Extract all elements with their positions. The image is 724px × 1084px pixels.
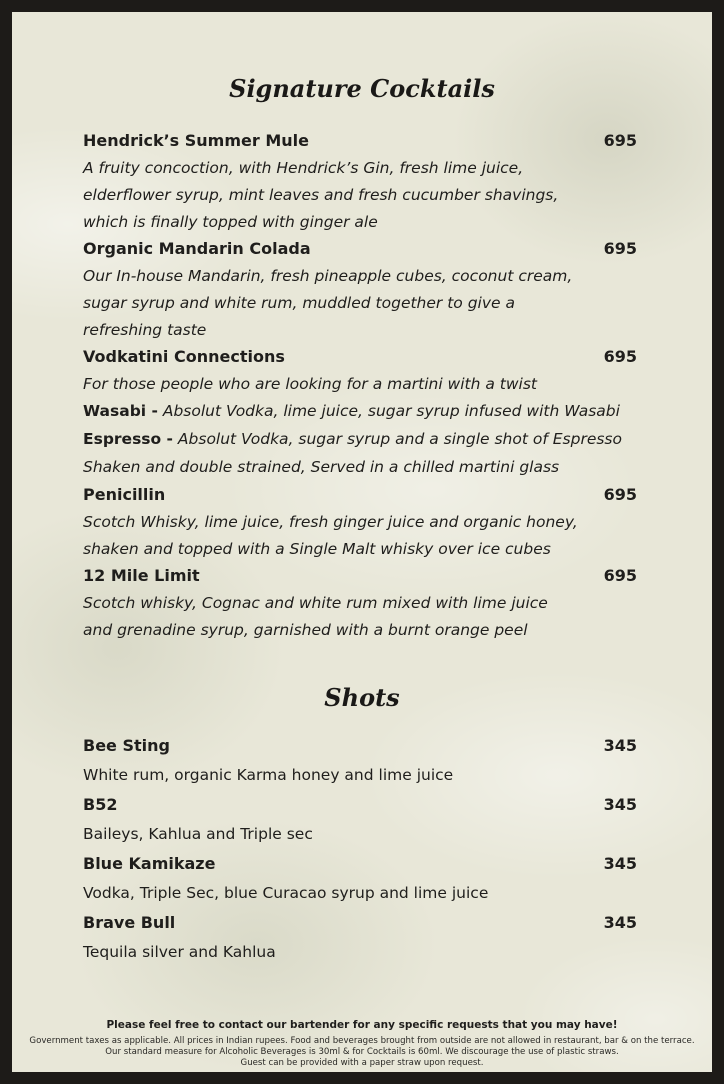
shot-name: Brave Bull: [83, 913, 176, 932]
item-name: Hendrick’s Summer Mule: [83, 131, 309, 150]
item-name: Vodkatini Connections: [83, 347, 285, 366]
item-description-line: elderflower syrup, mint leaves and fresh cucumber shavings,: [83, 186, 559, 204]
menu-page: [12, 12, 712, 1072]
item-description-line: refreshing taste: [83, 321, 207, 339]
footer-note-line: Our standard measure for Alcoholic Beverages is 30ml & for Cocktails is 60ml. We discourage the use of plastic straws.: [105, 1047, 619, 1057]
variant-text: Absolut Vodka, lime juice, sugar syrup infused with Wasabi: [157, 402, 620, 420]
item-description-line: Scotch Whisky, lime juice, fresh ginger juice and organic honey,: [83, 513, 578, 531]
item-description-line: shaken and topped with a Single Malt whisky over ice cubes: [83, 540, 551, 558]
item-price: 695: [603, 485, 637, 504]
shot-price: 345: [603, 736, 637, 755]
shot-name: Blue Kamikaze: [83, 854, 216, 873]
shot-price: 345: [603, 795, 637, 814]
item-price: 695: [603, 239, 637, 258]
item-description-line: which is finally topped with ginger ale: [83, 213, 378, 231]
item-price: 695: [603, 347, 637, 366]
shot-name: Bee Sting: [83, 736, 170, 755]
item-variant-line: [83, 402, 620, 420]
item-name: Penicillin: [83, 485, 166, 504]
section-title-signature-cocktails: Signature Cocktails: [229, 74, 495, 103]
shot-price: 345: [603, 913, 637, 932]
shot-description: Baileys, Kahlua and Triple sec: [83, 825, 313, 843]
variant-label: Wasabi -: [83, 402, 158, 420]
shot-description: Vodka, Triple Sec, blue Curacao syrup and lime juice: [83, 884, 489, 902]
item-description-line: and grenadine syrup, garnished with a burnt orange peel: [83, 621, 528, 639]
item-description-line: Our In-house Mandarin, fresh pineapple cubes, coconut cream,: [83, 267, 573, 285]
item-description-line: Scotch whisky, Cognac and white rum mixed with lime juice: [83, 594, 548, 612]
item-price: 695: [603, 131, 637, 150]
item-description-line: A fruity concoction, with Hendrick’s Gin, fresh lime juice,: [83, 159, 524, 177]
footer-request-note: Please feel free to contact our bartender for any specific requests that you may have!: [106, 1019, 618, 1031]
shot-name: B52: [83, 795, 118, 814]
item-description-line: Shaken and double strained, Served in a chilled martini glass: [83, 458, 560, 476]
variant-label: Espresso -: [83, 430, 173, 448]
item-name: Organic Mandarin Colada: [83, 239, 311, 258]
shot-description: Tequila silver and Kahlua: [83, 943, 276, 961]
item-description-line: sugar syrup and white rum, muddled together to give a: [83, 294, 515, 312]
item-price: 695: [603, 566, 637, 585]
section-title-shots: Shots: [324, 683, 400, 712]
item-name: 12 Mile Limit: [83, 566, 200, 585]
footer-note-line: Guest can be provided with a paper straw upon request.: [240, 1058, 484, 1068]
shot-description: White rum, organic Karma honey and lime juice: [83, 766, 454, 784]
item-variant-line: [83, 430, 622, 448]
footer-note-line: Government taxes as applicable. All prices in Indian rupees. Food and beverages brought from outside are not allowed in restaurant, bar & on the terrace.: [29, 1036, 695, 1046]
variant-text: Absolut Vodka, sugar syrup and a single shot of Espresso: [173, 430, 622, 448]
shot-price: 345: [603, 854, 637, 873]
item-description-line: For those people who are looking for a martini with a twist: [83, 375, 538, 393]
